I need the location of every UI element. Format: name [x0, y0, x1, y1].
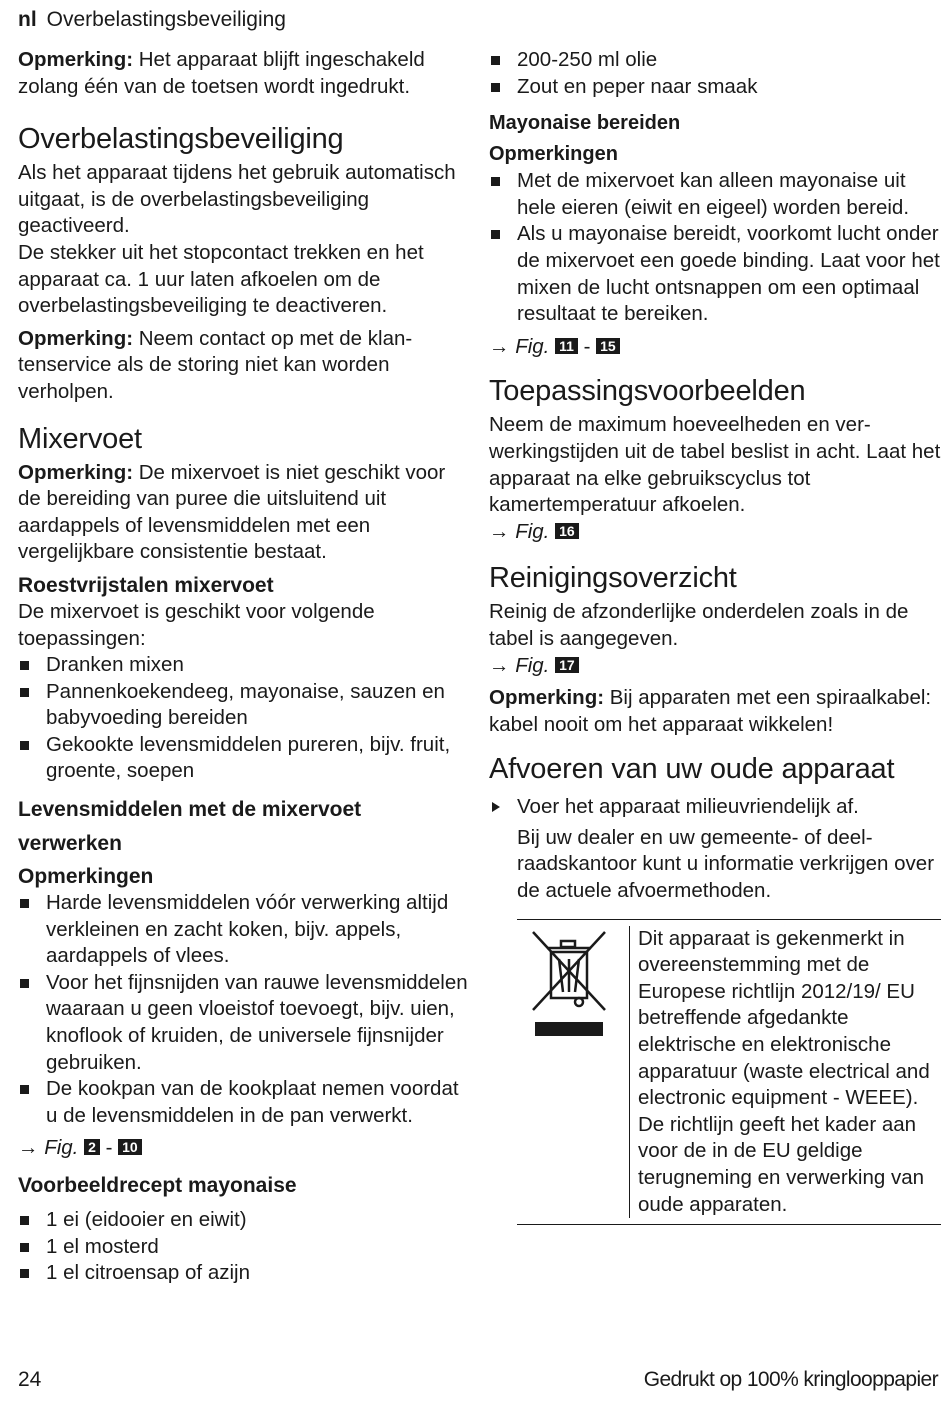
note-label: Opmerking: — [18, 460, 134, 484]
weee-paragraph-2: De richtlijn geeft het kader aan voor de in de EU geldige terugneming en verwerking van oude apparaten. — [638, 1112, 925, 1216]
figure-number: 17 — [555, 657, 579, 673]
note-text: Het apparaat blijft ingeschakeld zolang één van de toetsen wordt ingedrukt. — [18, 48, 425, 98]
fig-label: Fig. — [515, 519, 550, 543]
figure-reference — [18, 1135, 470, 1162]
note-paragraph — [18, 326, 470, 406]
note-label: Opmerking: — [489, 686, 605, 710]
note-text: De mixervoet is niet geschikt voor de bereiding van puree die uitsluitend uit aardappels of levensmiddelen met een vergelijkbare consistentie bestaat. — [18, 460, 446, 564]
figure-reference — [489, 519, 941, 546]
right-column — [489, 47, 941, 1225]
list-item: Met de mixervoet kan alleen mayonaise uit hele eieren (eiwit en eigeel) worden bereid. — [489, 168, 941, 221]
rvs-list — [18, 652, 470, 785]
language-code: nl — [18, 8, 37, 31]
afvoer-text: Bij uw dealer en uw gemeente- of deelraadskantoor kunt u informatie verkrijgen over de actuele afvoermethoden. — [517, 825, 935, 903]
heading-mixervoet: Mixervoet — [18, 422, 142, 455]
recept-list — [18, 1207, 470, 1287]
list-item: Als u mayonaise bereidt, voorkomt lucht onder de mixervoet een goede binding. Laat voor het mixen de lucht ontsnappen om een optimaal resultaat te bereiken. — [489, 221, 941, 327]
heading-mayo: Mayonaise bereiden — [489, 112, 681, 135]
rvs-intro: De mixervoet is geschikt voor volgende toepassingen: — [18, 599, 375, 650]
fig-label: Fig. — [515, 334, 550, 358]
figure-number: 10 — [118, 1139, 142, 1155]
heading-afvoeren: Afvoeren van uw oude apparaat — [489, 753, 895, 786]
fig-label: Fig. — [515, 653, 550, 677]
list-item: Gekookte levensmiddelen pureren, bijv. fruit, groente, soepen — [18, 732, 470, 785]
note-paragraph — [18, 47, 470, 100]
heading-rvs: Roestvrijstalen mixervoet — [18, 573, 274, 597]
list-item: Harde levensmiddelen vóór verwerking altijd verkleinen en zacht koken, bijv. appels, aardappels of vlees. — [18, 890, 470, 970]
list-item: Dranken mixen — [18, 652, 470, 679]
mayo-list — [489, 168, 941, 328]
fig-dash: - — [583, 334, 591, 358]
list-item: De kookpan van de kookplaat nemen voordat u de levensmiddelen in de pan verwerkt. — [18, 1076, 470, 1129]
heading-opmerkingen: Opmerkingen — [18, 865, 154, 889]
fig-label: Fig. — [44, 1136, 79, 1160]
note-label: Opmerking: — [18, 48, 134, 71]
figure-number: 11 — [555, 338, 578, 354]
figure-reference — [489, 653, 941, 680]
figure-number: 16 — [555, 523, 579, 539]
note-text: Neem contact op met de klantenservice als de storing niet kan worden verholpen. — [18, 326, 413, 403]
list-item: Voer het apparaat milieuvriendelijk af. — [489, 794, 941, 821]
weee-text — [629, 926, 941, 1219]
note-paragraph — [18, 460, 470, 566]
arrow-icon: → — [489, 653, 510, 677]
reiniging-text: Reinig de afzonderlijke onderdelen zoals in de tabel is aangegeven. — [489, 600, 909, 650]
weee-box — [517, 919, 941, 1226]
overload-paragraph-2: De stekker uit het stopcontact trekken en het apparaat ca. 1 uur laten afkoelen om de overbelastingsbeveiliging te deactiveren. — [18, 240, 424, 318]
verwerken-list — [18, 890, 470, 1129]
list-item: Voor het fijnsnijden van rauwe levensmiddelen waaraan u geen vloeistof toevoegt, bijv. uien, knoflook of kruiden, de universele fijnsnijder gebruiken. — [18, 970, 470, 1076]
list-item: 1 el mosterd — [18, 1234, 470, 1261]
heading-verwerken: Levensmiddelen met de mixervoet verwerken — [18, 798, 362, 856]
arrow-icon: → — [18, 1136, 39, 1160]
fig-dash: - — [105, 1136, 113, 1160]
note-label: Opmerking: — [18, 326, 134, 350]
heading-toepassing: Toepassingsvoorbeelden — [489, 375, 806, 408]
figure-number: 2 — [84, 1139, 100, 1155]
heading-reiniging: Reinigingsoverzicht — [489, 562, 737, 595]
arrow-icon: → — [489, 334, 510, 358]
heading-opmerkingen: Opmerkingen — [489, 143, 618, 166]
heading-overload: Overbelastingsbeveiliging — [18, 123, 344, 156]
running-header — [18, 8, 286, 32]
overload-paragraph-1: Als het apparaat tijdens het gebruik automatisch uitgaat, is de overbelastingsbeveiliging geactiveerd. — [18, 161, 456, 238]
left-column — [18, 47, 470, 1291]
list-item: 200-250 ml olie — [489, 47, 941, 74]
note-paragraph — [489, 685, 941, 738]
toepassing-text: Neem de maximum hoeveelheden en verwerkingstijden uit de tabel beslist in acht. Laat het apparaat na elke gebruikscyclus tot kamertemperatuur afkoelen. — [489, 413, 941, 517]
recept-list-continued — [489, 47, 941, 100]
arrow-icon: → — [489, 519, 510, 543]
list-item: Zout en peper naar smaak — [489, 74, 941, 101]
weee-paragraph-1: Dit apparaat is gekenmerkt in overeenstemming met de Europese richtlijn 2012/19/ EU betreffende afgedankte elektrische en elektronische apparatuur (waste electrical and electronic equipment - WEEE). — [638, 926, 930, 1110]
header-section: Overbelastingsbeveiliging — [46, 8, 286, 31]
crossed-bin-icon — [523, 926, 613, 1046]
afvoer-list — [489, 794, 941, 821]
heading-recept: Voorbeeldrecept mayonaise — [18, 1174, 297, 1197]
note-text: Bij apparaten met een spiraalkabel: kabel nooit om het apparaat wikkelen! — [489, 686, 932, 736]
printed-note: Gedrukt op 100% kringlooppapier — [643, 1368, 938, 1391]
page-number: 24 — [18, 1368, 42, 1391]
list-item: Pannenkoekendeeg, mayonaise, sauzen en babyvoeding bereiden — [18, 679, 470, 732]
figure-reference — [489, 334, 941, 361]
list-item: 1 el citroensap of azijn — [18, 1260, 470, 1287]
list-item: 1 ei (eidooier en eiwit) — [18, 1207, 470, 1234]
figure-number: 15 — [596, 338, 620, 354]
